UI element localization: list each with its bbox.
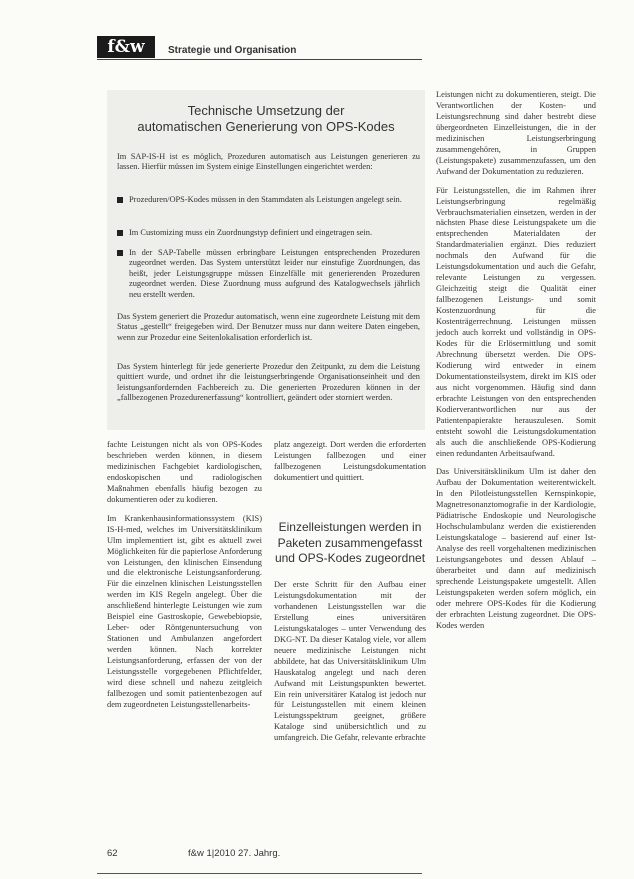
column-3: [436, 90, 596, 632]
info-box-title-line2: automatischen Generierung von OPS-Kodes: [137, 119, 395, 134]
body-paragraph: Das Universitätsklinikum Ulm ist daher den Aufbau der Dokumentation weiterentwickelt. In den Pilotleistungsstellen Kernspinkopie, Magnetresonanztomografie in der Kardiologie, Pädiatrische Endoskopie und Neurologische Hochschulambulanz werden die existierenden Leistungskataloge – basierend auf einer Ist-Analyse des reell vorgehaltenen medizinischen Leistungsangebotes und dessen Ablauf – überarbeitet und dann auf medizinisch sprechende Leistungspakete umgestellt. Allen Leistungspaketen werden sofern möglich, ein oder mehrere OPS-Kodes für die Kodierung der erbrachten Leistung zugeordnet. Die OPS-Kodes werden: [436, 467, 596, 630]
section-title: Strategie und Organisation: [168, 45, 297, 56]
info-box-bullet: Im Customizing muss ein Zuordnungstyp definiert und eingetragen sein.: [117, 228, 420, 238]
info-box-paragraph: Das System generiert die Prozedur automatisch, wenn eine zugeordnete Leistung mit dem Status „gestellt“ freigegeben wird. Der Benutzer muss nur dann weitere Daten eingeben, wenn zur Prozedur eine Seitenlokalisation erforderlich ist.: [117, 312, 420, 342]
body-paragraph: Leistungen nicht zu dokumentieren, steigt. Die Verantwortlichen der Kosten- und Leistungsrechnung sind daher bestrebt diese übergeordneten Einzelleistungen, die in der medizinischen Leistungserbringung zusammengehören, in Gruppen (Leistungspakete) zusammenzufassen, um den Aufwand der Dokumentation zu reduzieren.: [436, 90, 596, 176]
info-box-title: [107, 103, 425, 135]
column-1: [107, 440, 262, 711]
info-box-title-line1: Technische Umsetzung der: [187, 103, 345, 118]
body-paragraph: Im Krankenhausinformationssystem (KIS) IS-H-med, welches im Universitätsklinikum Ulm implementiert ist, gibt es aktuell zwei Möglichkeiten für die papierlose Anforderung von Leistungen, den klinischen Einsendung und die elektronische Leistungsanforderung. Für die einzelnen klinischen Leistungsstellen werden im KIS Regeln angelegt. Über die anschließend hinterlegte Leistungen wie zum Beispiel eine Gastroskopie, Gewebebiopsie, Leber- oder Röntgenuntersuchung von Stationen und Ambulanzen angefordert werden können. Nach korrekter Leistungsanforderung, erfassen der von der Leistungsstelle vorgegebenen Pflichtfelder, wird diese schnell und nahezu zeitgleich fallbezogen und somit patientenbezogen auf dem zugeordneten Leistungsstellenarbeits-: [107, 513, 262, 709]
issue-info: f&w 1|2010 27. Jahrg.: [188, 848, 281, 859]
body-paragraph: Für Leistungsstellen, die im Rahmen ihrer Leistungserbringung regelmäßig Verbrauchsmaterialien einsetzen, werden in der nächsten Phase diese Leistungspakete um die entsprechenden Materialdaten der Standardmaterialien ergänzt. Dies reduziert nochmals den Aufwand für die Leistungsdokumentation und auch die Gefahr, relevante Leistungen zu vergessen. Gleichzeitig steigt die Qualität einer fallbezogenen Leistungs- und somit Kostenzuordnung für die Kostenträgerrechnung. Leistungen müssen jedoch auch korrekt und vollständig in OPS-Kodes für die Erlösermittlung und somit Abrechnung übersetzt werden. Die OPS-Kodierung wird entweder in einem Dokumentationsteilsystem, direkt im KIS oder aus nicht vorgenommen. Häufig sind dann erbrachte Leistungen von den entsprechenden Kodierverantwortlichen nur aus der Patientenpapierakte herauszulesen. Somit entsteht sowohl die Leistungsdokumentation als auch die anschließende OPS-Kodierung einen redundanten Arbeitsaufwand.: [436, 185, 596, 458]
header-rule: [97, 59, 422, 60]
column-2-bottom: [274, 580, 426, 744]
subheading: Einzelleistungen werden in Paketen zusammengefasst und OPS-Kodes zugeordnet: [274, 520, 426, 565]
column-2-top: [274, 440, 426, 484]
info-box-bullet: Prozeduren/OPS-Kodes müssen in den Stammdaten als Leistungen angelegt sein.: [117, 195, 420, 205]
journal-logo: f&w: [97, 36, 155, 58]
info-box-intro: Im SAP-IS-H ist es möglich, Prozeduren automatisch aus Leistungen generieren zu lassen. Hierfür müssen im System einige Einstellungen eingerichtet werden:: [117, 152, 420, 172]
page-number: 62: [107, 848, 118, 859]
footer-rule: [97, 873, 422, 874]
info-box-paragraph: Das System hinterlegt für jede generierte Prozedur den Zeitpunkt, zu dem die Leistung quittiert wurde, und ordnet ihr die leistungserbringende Organisationseinheit und den leistungsanfordernden Fachbereich zu. Die generierten Prozeduren können in der „fallbezogenen Prozedurenerfassung“ kontrolliert, geändert oder storniert werden.: [117, 362, 420, 403]
info-box-bullet: In der SAP-Tabelle müssen erbringbare Leistungen entsprechenden Prozeduren zugeordnet werden. Das System unterstützt leider nur einstufige Zuordnungen, das heißt, jeder Leistungsgruppe müssen Einzelfälle mit generierenden Prozeduren zugeordnet werden. Diese Zuordnung muss aufgrund des Katalogwechsels jährlich neu erstellt werden.: [117, 248, 420, 300]
body-paragraph: fachte Leistungen nicht als von OPS-Kodes beschrieben werden können, in diesem medizinischen Fachgebiet kardiologischen, endoskopischen und radiologischen Maßnahmen ebenfalls häufig bezogen zu dokumentieren oder zu kodieren.: [107, 440, 262, 504]
body-paragraph: platz angezeigt. Dort werden die erforderten Leistungen fallbezogen und einer fallbezogenen Leistungsdokumentation dokumentiert und quittiert.: [274, 440, 426, 482]
body-paragraph: Der erste Schritt für den Aufbau einer Leistungsdokumentation mit der vorhandenen Leistungsstellen war die Erstellung eines universitären Leistungskataloges – unter Verwendung des DKG-NT. Da dieser Katalog viele, vor allem neuere medizinische Leistungen nicht abbildete, hat das Universitätsklinikum Ulm Hauskatalog angelegt und nach deren Aufwand mit Leistungspunkten bewertet. Ein rein universitärer Katalog ist jedoch nur für Leistungsstellen mit einem kleinen Leistungsspektrum geeignet, größere Kataloge sind unübersichtlich und zu umfangreich. Die Gefahr, relevante erbrachte: [274, 580, 426, 743]
